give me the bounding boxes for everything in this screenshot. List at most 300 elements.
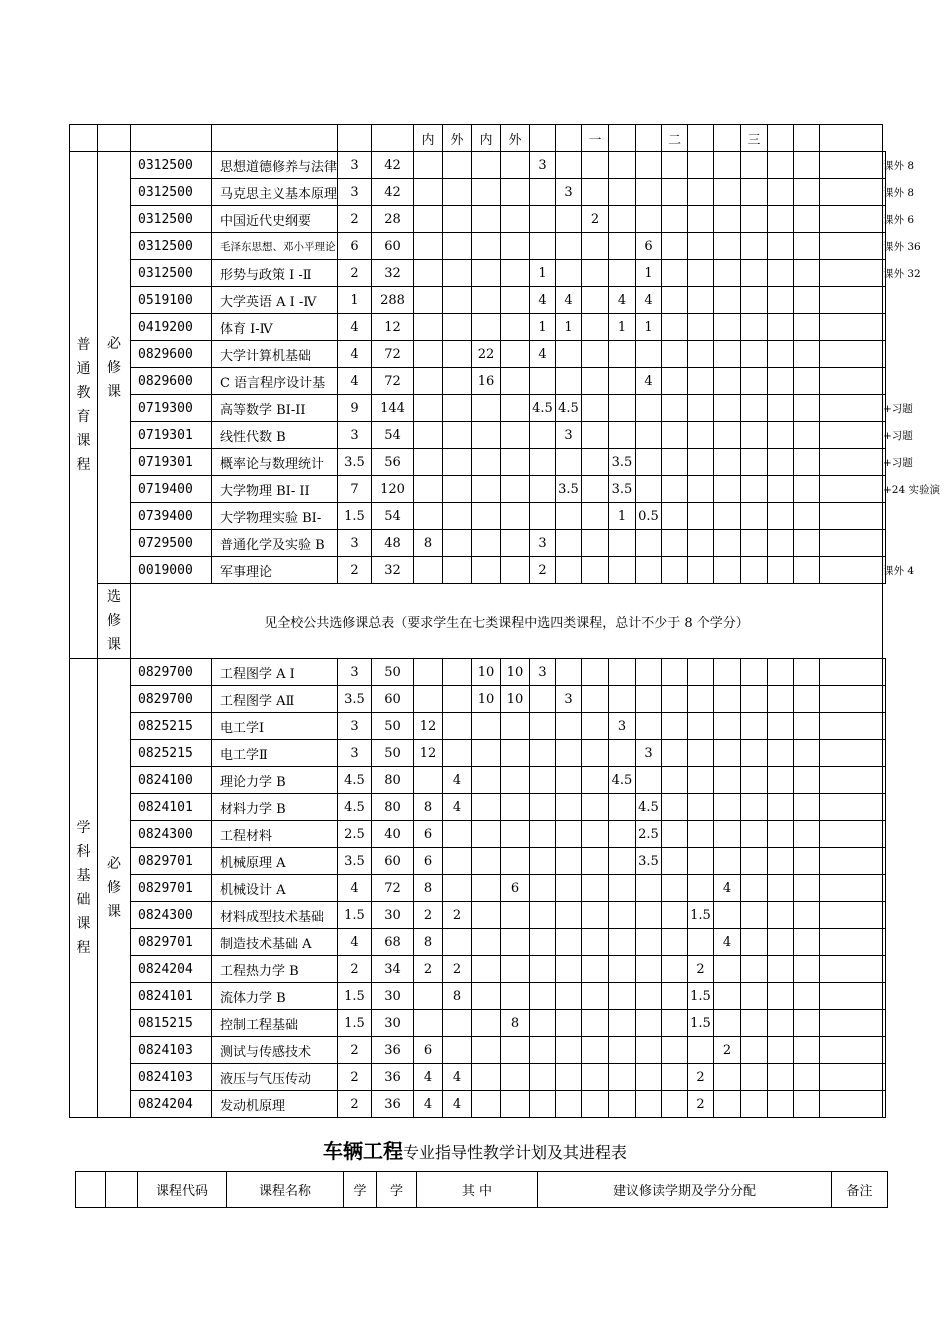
alloc-cell (794, 287, 820, 314)
alloc-cell (768, 767, 794, 794)
course-name: 中国近代史纲要 (212, 206, 338, 233)
course-credits: 2 (338, 557, 372, 584)
alloc-cell: 1 (609, 314, 636, 341)
alloc-cell (662, 686, 688, 713)
course-credits: 2 (338, 956, 372, 983)
alloc-cell (794, 713, 820, 740)
alloc-cell (820, 368, 883, 395)
alloc-cell (501, 503, 530, 530)
course-code: 0829700 (131, 686, 212, 713)
course-code: 0829600 (131, 341, 212, 368)
alloc-cell (688, 530, 714, 557)
alloc-cell (530, 740, 556, 767)
course-name: 高等数学 BI-II (212, 395, 338, 422)
course-name: 工程热力学 B (212, 956, 338, 983)
alloc-cell (714, 368, 741, 395)
course-name: 液压与气压传动 (212, 1064, 338, 1091)
alloc-cell (414, 206, 443, 233)
table-row (70, 206, 886, 233)
alloc-cell (794, 368, 820, 395)
course-credits: 4 (338, 341, 372, 368)
alloc-cell (582, 740, 609, 767)
course-name: 大学计算机基础 (212, 341, 338, 368)
vertical-char: 必 (107, 335, 121, 352)
header-course-name: 课程名称 (227, 1172, 344, 1208)
alloc-cell (609, 152, 636, 179)
alloc-cell (472, 929, 501, 956)
alloc-cell: 4 (414, 1091, 443, 1118)
alloc-cell (472, 395, 501, 422)
alloc-cell (794, 956, 820, 983)
course-note: +24 实验演 (883, 476, 886, 503)
course-hours: 42 (372, 179, 414, 206)
alloc-cell (472, 983, 501, 1010)
alloc-cell: 1.5 (688, 902, 714, 929)
alloc-cell (414, 314, 443, 341)
vertical-char: 课 (76, 433, 91, 449)
course-plan-table (69, 124, 940, 1118)
alloc-cell: 10 (501, 686, 530, 713)
alloc-cell (443, 530, 472, 557)
vertical-char: 普 (76, 337, 91, 353)
alloc-cell (636, 875, 662, 902)
alloc-cell (768, 983, 794, 1010)
alloc-cell (501, 1064, 530, 1091)
course-hours: 72 (372, 875, 414, 902)
alloc-cell (636, 449, 662, 476)
alloc-cell (714, 476, 741, 503)
course-credits: 1 (338, 287, 372, 314)
alloc-cell (582, 821, 609, 848)
alloc-cell (609, 1010, 636, 1037)
header-cell: 外 (501, 125, 530, 152)
alloc-cell (662, 875, 688, 902)
alloc-cell (741, 476, 768, 503)
alloc-cell (662, 422, 688, 449)
vertical-char: 基 (76, 868, 91, 884)
alloc-cell: 8 (414, 929, 443, 956)
alloc-cell (688, 875, 714, 902)
alloc-cell (472, 503, 501, 530)
course-credits: 4 (338, 314, 372, 341)
alloc-cell (768, 503, 794, 530)
alloc-cell (714, 179, 741, 206)
alloc-cell (741, 1064, 768, 1091)
course-code: 0829701 (131, 875, 212, 902)
alloc-cell (636, 1064, 662, 1091)
alloc-cell (414, 233, 443, 260)
alloc-cell: 3 (636, 740, 662, 767)
course-name: 机械设计 A (212, 875, 338, 902)
course-note (883, 902, 886, 929)
table-row (70, 767, 886, 794)
alloc-cell (768, 902, 794, 929)
header-hours: 学 (377, 1172, 417, 1208)
alloc-cell (414, 503, 443, 530)
alloc-cell (530, 956, 556, 983)
alloc-cell (768, 206, 794, 233)
alloc-cell (414, 983, 443, 1010)
course-note: 课外 32 (883, 260, 886, 287)
alloc-cell (794, 206, 820, 233)
alloc-cell (714, 956, 741, 983)
alloc-cell (820, 179, 883, 206)
course-note: 课外 8 (883, 179, 886, 206)
course-code: 0519100 (131, 287, 212, 314)
alloc-cell: 2 (688, 1091, 714, 1118)
alloc-cell (768, 848, 794, 875)
course-hours: 72 (372, 368, 414, 395)
table-row (70, 902, 886, 929)
alloc-cell (636, 152, 662, 179)
table-row (70, 314, 886, 341)
alloc-cell (768, 1037, 794, 1064)
alloc-cell: 10 (472, 659, 501, 686)
alloc-cell (794, 929, 820, 956)
alloc-cell (443, 929, 472, 956)
required-label (98, 152, 131, 584)
header-course-code: 课程代码 (138, 1172, 227, 1208)
table-row (70, 1091, 886, 1118)
course-note (883, 875, 886, 902)
alloc-cell (414, 395, 443, 422)
alloc-cell (714, 983, 741, 1010)
header-cell (556, 125, 582, 152)
alloc-cell (662, 740, 688, 767)
alloc-cell (794, 1064, 820, 1091)
alloc-cell: 16 (472, 368, 501, 395)
alloc-cell (768, 179, 794, 206)
alloc-cell (636, 713, 662, 740)
alloc-cell: 2 (688, 956, 714, 983)
alloc-cell (530, 449, 556, 476)
alloc-cell (688, 848, 714, 875)
course-hours: 80 (372, 794, 414, 821)
alloc-cell (741, 422, 768, 449)
alloc-cell (582, 956, 609, 983)
alloc-cell (741, 260, 768, 287)
alloc-cell (414, 152, 443, 179)
table-row (70, 557, 886, 584)
alloc-cell (636, 767, 662, 794)
header-cell (530, 125, 556, 152)
course-name: 毛泽东思想、邓小平理论 (212, 233, 338, 260)
course-code: 0824204 (131, 956, 212, 983)
alloc-cell (609, 794, 636, 821)
alloc-cell (501, 476, 530, 503)
course-note (883, 956, 886, 983)
alloc-cell (636, 956, 662, 983)
vertical-char: 程 (76, 940, 91, 956)
alloc-cell (768, 929, 794, 956)
course-credits: 2 (338, 1037, 372, 1064)
course-name: 工程图学 A I (212, 659, 338, 686)
alloc-cell: 2 (443, 956, 472, 983)
course-credits: 4.5 (338, 767, 372, 794)
alloc-cell (582, 503, 609, 530)
alloc-cell (741, 287, 768, 314)
alloc-cell (820, 956, 883, 983)
course-hours: 28 (372, 206, 414, 233)
alloc-cell (443, 659, 472, 686)
alloc-cell: 4.5 (636, 794, 662, 821)
header-cell (70, 125, 98, 152)
alloc-cell: 12 (414, 713, 443, 740)
vertical-char: 课 (107, 904, 121, 920)
alloc-cell (636, 659, 662, 686)
alloc-cell (794, 740, 820, 767)
header-semester-alloc: 建议修读学期及学分分配 (538, 1172, 832, 1208)
alloc-cell (472, 1010, 501, 1037)
alloc-cell (794, 260, 820, 287)
course-credits: 7 (338, 476, 372, 503)
table-row (70, 983, 886, 1010)
table-row (70, 395, 886, 422)
alloc-cell: 4 (443, 1064, 472, 1091)
alloc-cell (768, 530, 794, 557)
alloc-cell (741, 179, 768, 206)
alloc-cell (714, 503, 741, 530)
alloc-cell (443, 449, 472, 476)
course-credits: 2 (338, 1064, 372, 1091)
course-code: 0825215 (131, 713, 212, 740)
alloc-cell (768, 476, 794, 503)
alloc-cell (443, 260, 472, 287)
course-code: 0824101 (131, 794, 212, 821)
course-note: +习题 (883, 422, 886, 449)
course-credits: 4 (338, 929, 372, 956)
alloc-cell (662, 449, 688, 476)
vertical-char: 育 (76, 409, 91, 425)
alloc-cell (501, 314, 530, 341)
course-name: 形势与政策 I -Ⅱ (212, 260, 338, 287)
course-hours: 50 (372, 659, 414, 686)
course-name: 材料成型技术基础 (212, 902, 338, 929)
alloc-cell (636, 1091, 662, 1118)
alloc-cell (501, 152, 530, 179)
alloc-cell (501, 260, 530, 287)
course-code: 0829700 (131, 659, 212, 686)
alloc-cell (443, 557, 472, 584)
alloc-cell (609, 740, 636, 767)
alloc-cell (794, 1037, 820, 1064)
alloc-cell (636, 341, 662, 368)
alloc-cell (556, 503, 582, 530)
table-row (70, 659, 886, 686)
alloc-cell (530, 503, 556, 530)
alloc-cell (472, 314, 501, 341)
alloc-cell (443, 395, 472, 422)
alloc-cell (582, 1091, 609, 1118)
alloc-cell (636, 902, 662, 929)
course-credits: 1.5 (338, 983, 372, 1010)
alloc-cell (794, 875, 820, 902)
alloc-cell (530, 821, 556, 848)
course-note (883, 530, 886, 557)
alloc-cell (472, 206, 501, 233)
alloc-cell (820, 1091, 883, 1118)
alloc-cell (472, 767, 501, 794)
alloc-cell (688, 740, 714, 767)
course-credits: 3.5 (338, 686, 372, 713)
alloc-cell (741, 659, 768, 686)
alloc-cell (714, 1064, 741, 1091)
alloc-cell (714, 152, 741, 179)
course-credits: 1.5 (338, 1010, 372, 1037)
header-blank-2 (106, 1172, 138, 1208)
course-code: 0824204 (131, 1091, 212, 1118)
alloc-cell (582, 179, 609, 206)
alloc-cell (714, 1010, 741, 1037)
alloc-cell (443, 1010, 472, 1037)
alloc-cell (414, 686, 443, 713)
course-name: 体育 Ⅰ-Ⅳ (212, 314, 338, 341)
alloc-cell (741, 368, 768, 395)
course-credits: 1.5 (338, 503, 372, 530)
alloc-cell (414, 1010, 443, 1037)
course-name: 流体力学 B (212, 983, 338, 1010)
alloc-cell (582, 875, 609, 902)
alloc-cell (582, 152, 609, 179)
alloc-cell (582, 902, 609, 929)
course-credits: 3 (338, 422, 372, 449)
course-name: 电工学Ⅱ (212, 740, 338, 767)
alloc-cell (662, 557, 688, 584)
course-name: 大学英语 A I -Ⅳ (212, 287, 338, 314)
alloc-cell (688, 686, 714, 713)
alloc-cell (582, 341, 609, 368)
alloc-cell (443, 287, 472, 314)
alloc-cell: 4 (443, 794, 472, 821)
alloc-cell (636, 476, 662, 503)
alloc-cell (556, 1037, 582, 1064)
alloc-cell: 1 (609, 503, 636, 530)
alloc-cell (714, 557, 741, 584)
alloc-cell (443, 179, 472, 206)
alloc-cell (414, 557, 443, 584)
alloc-cell (582, 1037, 609, 1064)
alloc-cell (530, 929, 556, 956)
vertical-char: 程 (76, 457, 91, 473)
alloc-cell (472, 1037, 501, 1064)
header-remark: 备注 (832, 1172, 888, 1208)
alloc-cell (443, 875, 472, 902)
alloc-cell (741, 821, 768, 848)
alloc-cell (662, 206, 688, 233)
alloc-cell (443, 341, 472, 368)
alloc-cell (472, 287, 501, 314)
alloc-cell (794, 152, 820, 179)
alloc-cell (501, 422, 530, 449)
course-credits: 4.5 (338, 794, 372, 821)
alloc-cell (820, 314, 883, 341)
header-cell (688, 125, 714, 152)
alloc-cell (530, 1064, 556, 1091)
course-hours: 30 (372, 1010, 414, 1037)
alloc-cell (556, 713, 582, 740)
alloc-cell (443, 713, 472, 740)
alloc-cell (688, 713, 714, 740)
alloc-cell (472, 233, 501, 260)
alloc-cell (741, 1037, 768, 1064)
alloc-cell (741, 713, 768, 740)
alloc-cell (741, 341, 768, 368)
header-cell (794, 125, 820, 152)
alloc-cell (662, 530, 688, 557)
alloc-cell (714, 206, 741, 233)
course-note: 课外 4 (883, 557, 886, 584)
course-credits: 1.5 (338, 902, 372, 929)
course-code: 0312500 (131, 206, 212, 233)
alloc-cell (688, 206, 714, 233)
vertical-char: 通 (76, 361, 91, 377)
alloc-cell (443, 422, 472, 449)
alloc-cell (501, 449, 530, 476)
course-code: 0019000 (131, 557, 212, 584)
alloc-cell (768, 713, 794, 740)
alloc-cell: 4 (636, 287, 662, 314)
alloc-cell (556, 152, 582, 179)
header-cell (372, 125, 414, 152)
course-hours: 42 (372, 152, 414, 179)
vertical-char: 教 (76, 385, 91, 401)
alloc-cell (714, 314, 741, 341)
alloc-cell (472, 848, 501, 875)
alloc-cell (609, 1091, 636, 1118)
course-note: 课外 8 (883, 152, 886, 179)
course-name: 大学物理实验 BI- (212, 503, 338, 530)
alloc-cell (662, 233, 688, 260)
header-cell (98, 125, 131, 152)
header-cell (609, 125, 636, 152)
alloc-cell (530, 422, 556, 449)
course-hours: 60 (372, 686, 414, 713)
alloc-cell (414, 260, 443, 287)
course-note (883, 983, 886, 1010)
alloc-cell (741, 1010, 768, 1037)
alloc-cell: 2 (582, 206, 609, 233)
course-code: 0824300 (131, 902, 212, 929)
alloc-cell (741, 530, 768, 557)
alloc-cell (501, 983, 530, 1010)
alloc-cell (714, 449, 741, 476)
alloc-cell (582, 260, 609, 287)
alloc-cell (501, 287, 530, 314)
alloc-cell (741, 902, 768, 929)
table-row (70, 503, 886, 530)
alloc-cell (556, 821, 582, 848)
alloc-cell (556, 368, 582, 395)
alloc-cell (662, 659, 688, 686)
vertical-char: 修 (107, 359, 121, 376)
vertical-char: 修 (107, 613, 121, 629)
table-row (70, 179, 886, 206)
table-row (70, 233, 886, 260)
alloc-cell (794, 1010, 820, 1037)
alloc-cell (472, 179, 501, 206)
alloc-cell (714, 794, 741, 821)
alloc-cell (741, 503, 768, 530)
course-note (883, 821, 886, 848)
alloc-cell (768, 740, 794, 767)
alloc-cell (414, 341, 443, 368)
alloc-cell (530, 1091, 556, 1118)
course-code: 0829600 (131, 368, 212, 395)
alloc-cell (556, 794, 582, 821)
alloc-cell (556, 341, 582, 368)
alloc-cell (741, 557, 768, 584)
alloc-cell (688, 341, 714, 368)
